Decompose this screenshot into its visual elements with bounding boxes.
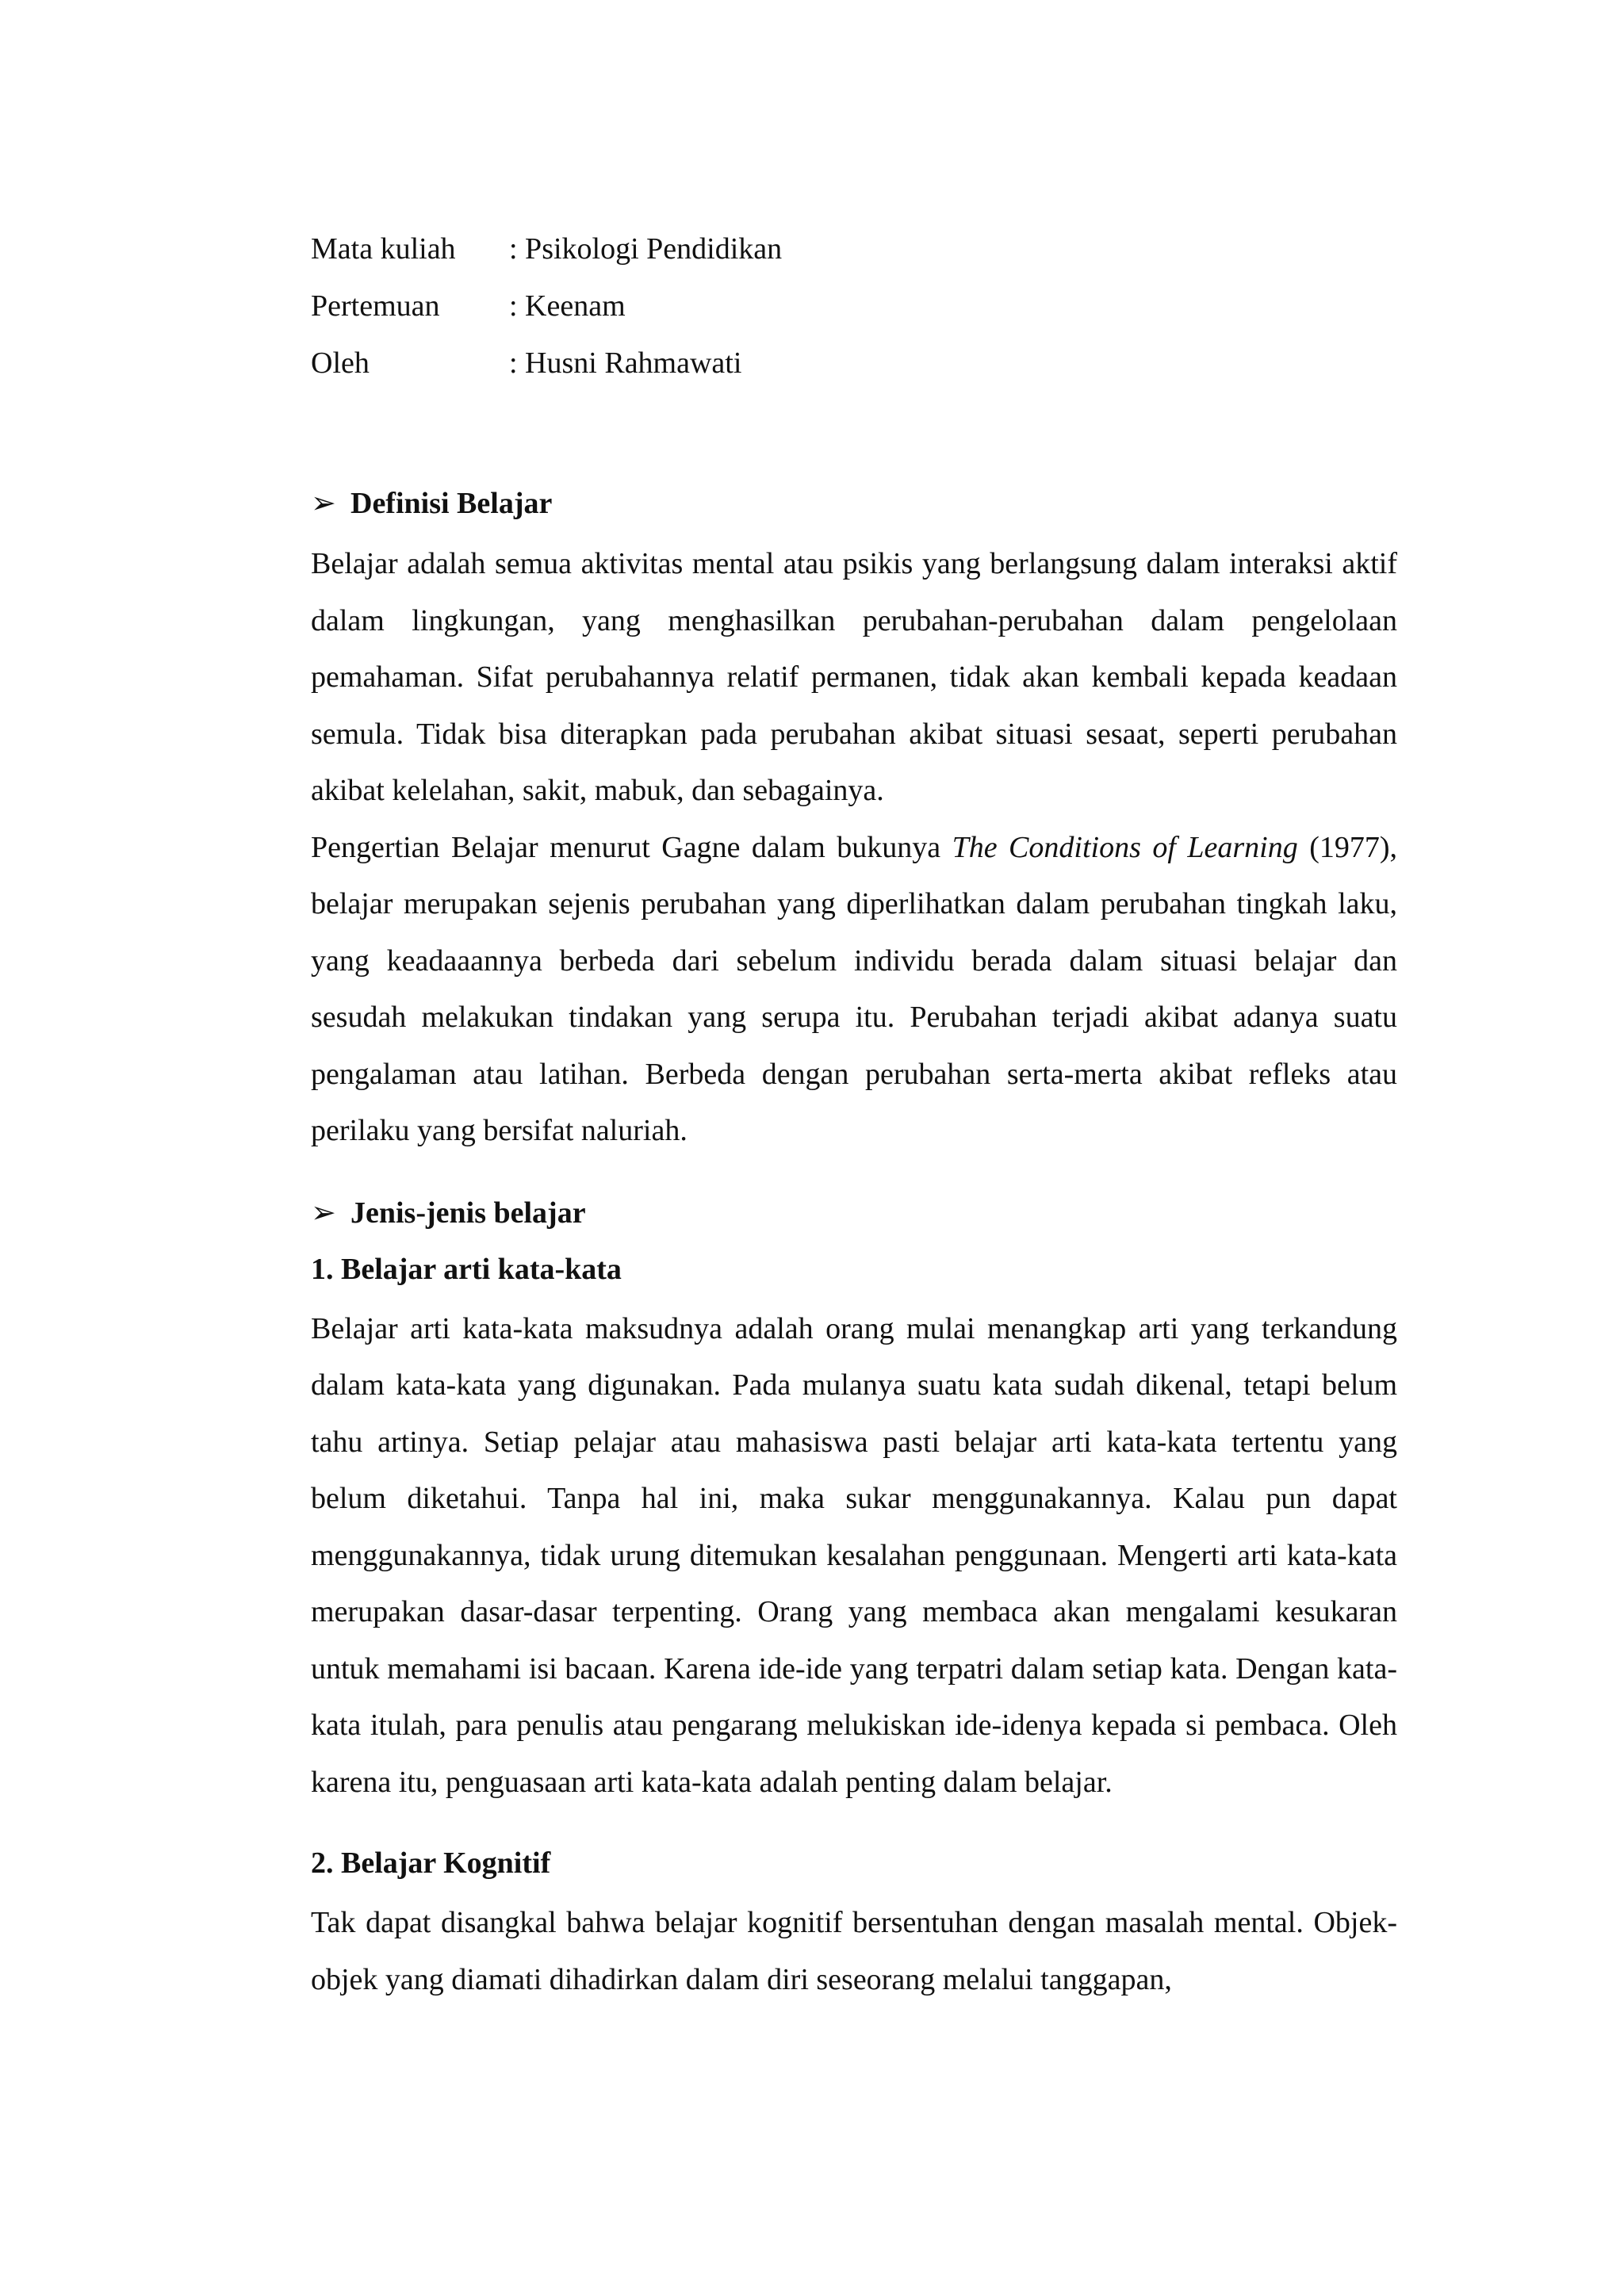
spacer xyxy=(311,1811,1397,1839)
paragraph-definisi-1: Belajar adalah semua aktivitas mental atau psikis yang berlangsung dalam interaksi aktif dalam lingkungan, yang menghasilkan perubahan-perubahan dalam pengelolaan pemahaman. Sifat perubahannya relatif permanen, tidak akan kembali kepada keadaan semula. Tidak bisa diterapkan pada perubahan akibat situasi sesaat, seperti perubahan akibat kelelahan, sakit, mabuk, dan sebagainya. xyxy=(311,547,1397,807)
section-heading-definisi xyxy=(271,480,1358,536)
course-value: : Psikologi Pendidikan xyxy=(509,232,783,266)
meeting-label: Pertemuan xyxy=(311,289,440,323)
section-heading-jenis xyxy=(271,1190,1358,1246)
document-body xyxy=(311,480,1397,2008)
paragraph-definisi-2 xyxy=(311,820,1397,1160)
author-value: : Husni Rahmawati xyxy=(509,346,742,380)
paragraph-text: Pengertian Belajar menurut Gagne dalam bukunya xyxy=(311,830,952,864)
section-title: Definisi Belajar xyxy=(350,487,553,520)
arrow-bullet-icon: ➢ xyxy=(311,1196,336,1230)
meeting-value: : Keenam xyxy=(509,289,626,323)
course-info-row xyxy=(311,284,782,341)
course-info xyxy=(311,227,782,398)
section-title: Jenis-jenis belajar xyxy=(350,1196,586,1230)
paragraph-text: (1977), belajar merupakan sejenis perubahan yang diperlihatkan dalam perubahan tingkah laku, yang keadaaannya berbeda dari sebelum individu berada dalam situasi belajar dan sesudah melakukan tindakan yang serupa itu. Perubahan terjadi akibat adanya suatu pengalaman atau latihan. Berbeda dengan perubahan serta-merta akibat refleks atau perilaku yang bersifat naluriah. xyxy=(311,830,1397,1147)
course-label: Mata kuliah xyxy=(311,232,456,266)
paragraph-kognitif: Tak dapat disangkal bahwa belajar kognitif bersentuhan dengan masalah mental. Objek-objek yang diamati dihadirkan dalam diri seseorang melalui tanggapan, xyxy=(311,1906,1397,1996)
book-title: The Conditions of Learning xyxy=(952,830,1298,864)
paragraph-arti-kata: Belajar arti kata-kata maksudnya adalah orang mulai menangkap arti yang terkandung dalam kata-kata yang digunakan. Pada mulanya suatu kata sudah dikenal, tetapi belum tahu artinya. Setiap pelajar atau mahasiswa pasti belajar arti kata-kata tertentu yang belum diketahui. Tanpa hal ini, maka sukar menggunakannya. Kalau pun dapat menggunakannya, tidak urung ditemukan kesalahan penggunaan. Mengerti arti kata-kata merupakan dasar-dasar terpenting. Orang yang membaca akan mengalami kesukaran untuk memahami isi bacaan. Karena ide-ide yang terpatri dalam setiap kata. Dengan kata-kata itulah, para penulis atau pengarang melukiskan ide-idenya kepada si pembaca. Oleh karena itu, penguasaan arti kata-kata adalah penting dalam belajar. xyxy=(311,1311,1397,1799)
subheading-kognitif: 2. Belajar Kognitif xyxy=(311,1846,551,1880)
subheading-arti-kata: 1. Belajar arti kata-kata xyxy=(311,1252,622,1286)
course-info-row xyxy=(311,227,782,284)
arrow-bullet-icon: ➢ xyxy=(311,487,336,520)
author-label: Oleh xyxy=(311,346,370,380)
course-info-row xyxy=(311,341,782,398)
